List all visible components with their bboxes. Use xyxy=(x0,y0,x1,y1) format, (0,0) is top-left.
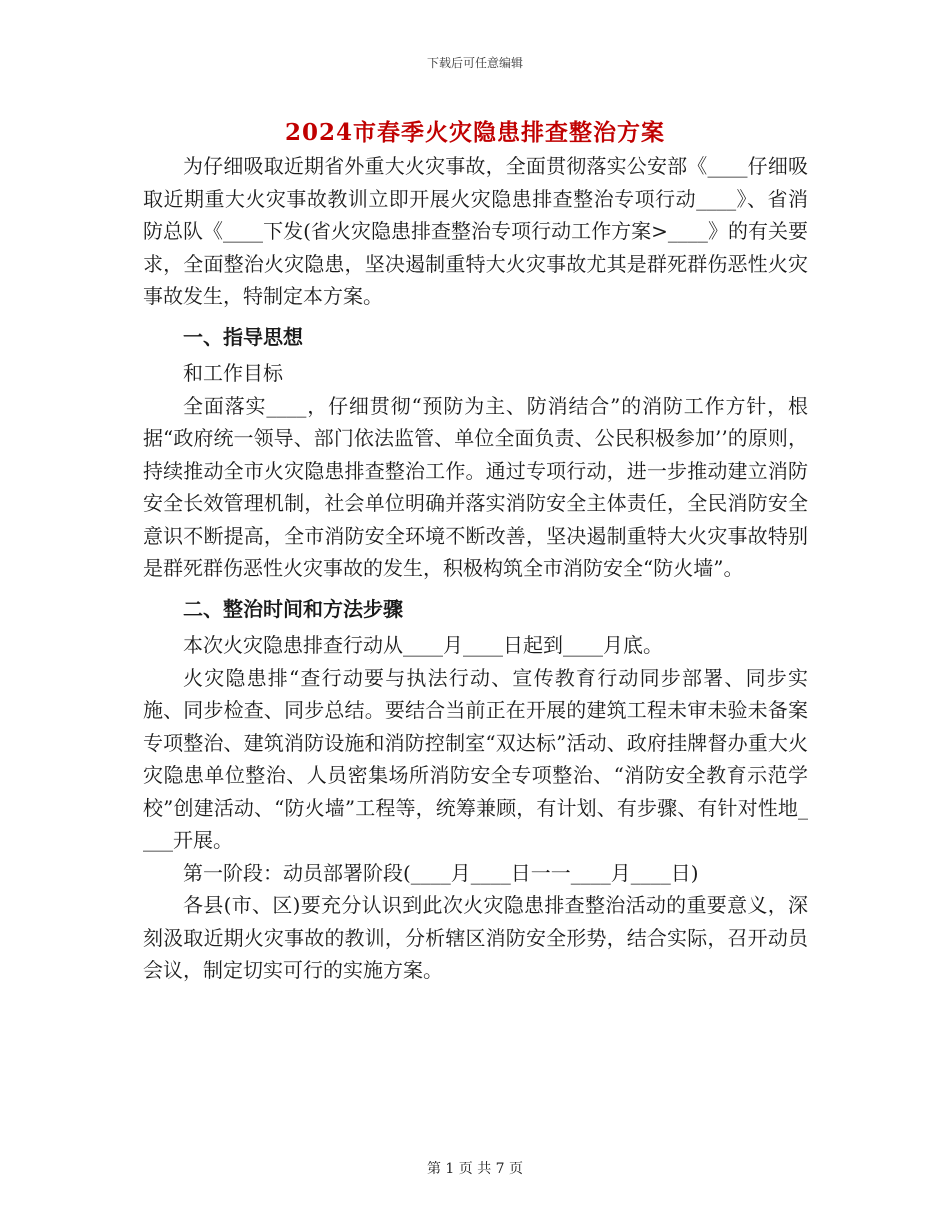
body-paragraph: 火灾隐患排“查行动要与执法行动、宣传教育行动同步部署、同步实施、同步检查、同步总结。要结合当前正在开展的建筑工程未审未验未备案专项整治、建筑消防设施和消防控制室“双达标”活动、政府挂牌督办重大火灾隐患单位整治、人员密集场所消防安全专项整治、“消防安全教育示范学校”创建活动、“防火墙”工程等，统筹兼顾，有计划、有步骤、有针对性地____开展。 xyxy=(143,665,808,852)
document-title: 2024市春季火灾隐患排查整治方案 xyxy=(284,119,665,146)
body-paragraph: 各县(市、区)要充分认识到此次火灾隐患排查整治活动的重要意义，深刻汲取近期火灾事故的教训，分析辖区消防安全形势，结合实际，召开动员会议，制定切实可行的实施方案。 xyxy=(143,893,808,982)
section-heading: 二、整治时间和方法步骤 xyxy=(183,596,403,621)
body-paragraph: 为仔细吸取近期省外重大火灾事故，全面贯彻落实公安部《____仔细吸取近期重大火灾事故教训立即开展火灾隐患排查整治专项行动____》、省消防总队《____下发(省火灾隐患排查整治专项行动工作方案>____》的有关要求，全面整治火灾隐患，坚决遏制重特大火灾事故尤其是群死群伤恶性火灾事故发生，特制定本方案。 xyxy=(143,154,808,308)
header-note: 下载后可任意编辑 xyxy=(426,56,523,70)
section-heading: 一、指导思想 xyxy=(183,324,303,349)
body-paragraph: 本次火灾隐患排查行动从____月____日起到____月底。 xyxy=(183,633,663,657)
body-paragraph: 和工作目标 xyxy=(183,361,283,385)
body-paragraph: 第一阶段：动员部署阶段(____月____日一一____月____日) xyxy=(183,860,699,885)
page-footer: 第 1 页 共 7 页 xyxy=(426,1161,524,1177)
body-paragraph: 全面落实____，仔细贯彻“预防为主、防消结合”的消防工作方针，根据“政府统一领导、部门依法监管、单位全面负责、公民积极参加’’的原则，持续推动全市火灾隐患排查整治工作。通过专项行动，进一步推动建立消防安全长效管理机制，社会单位明确并落实消防安全主体责任，全民消防安全意识不断提高，全市消防安全环境不断改善，坚决遏制重特大火灾事故特别是群死群伤恶性火灾事故的发生，积极构筑全市消防安全“防火墙”。 xyxy=(143,393,808,580)
document-body xyxy=(143,150,808,987)
